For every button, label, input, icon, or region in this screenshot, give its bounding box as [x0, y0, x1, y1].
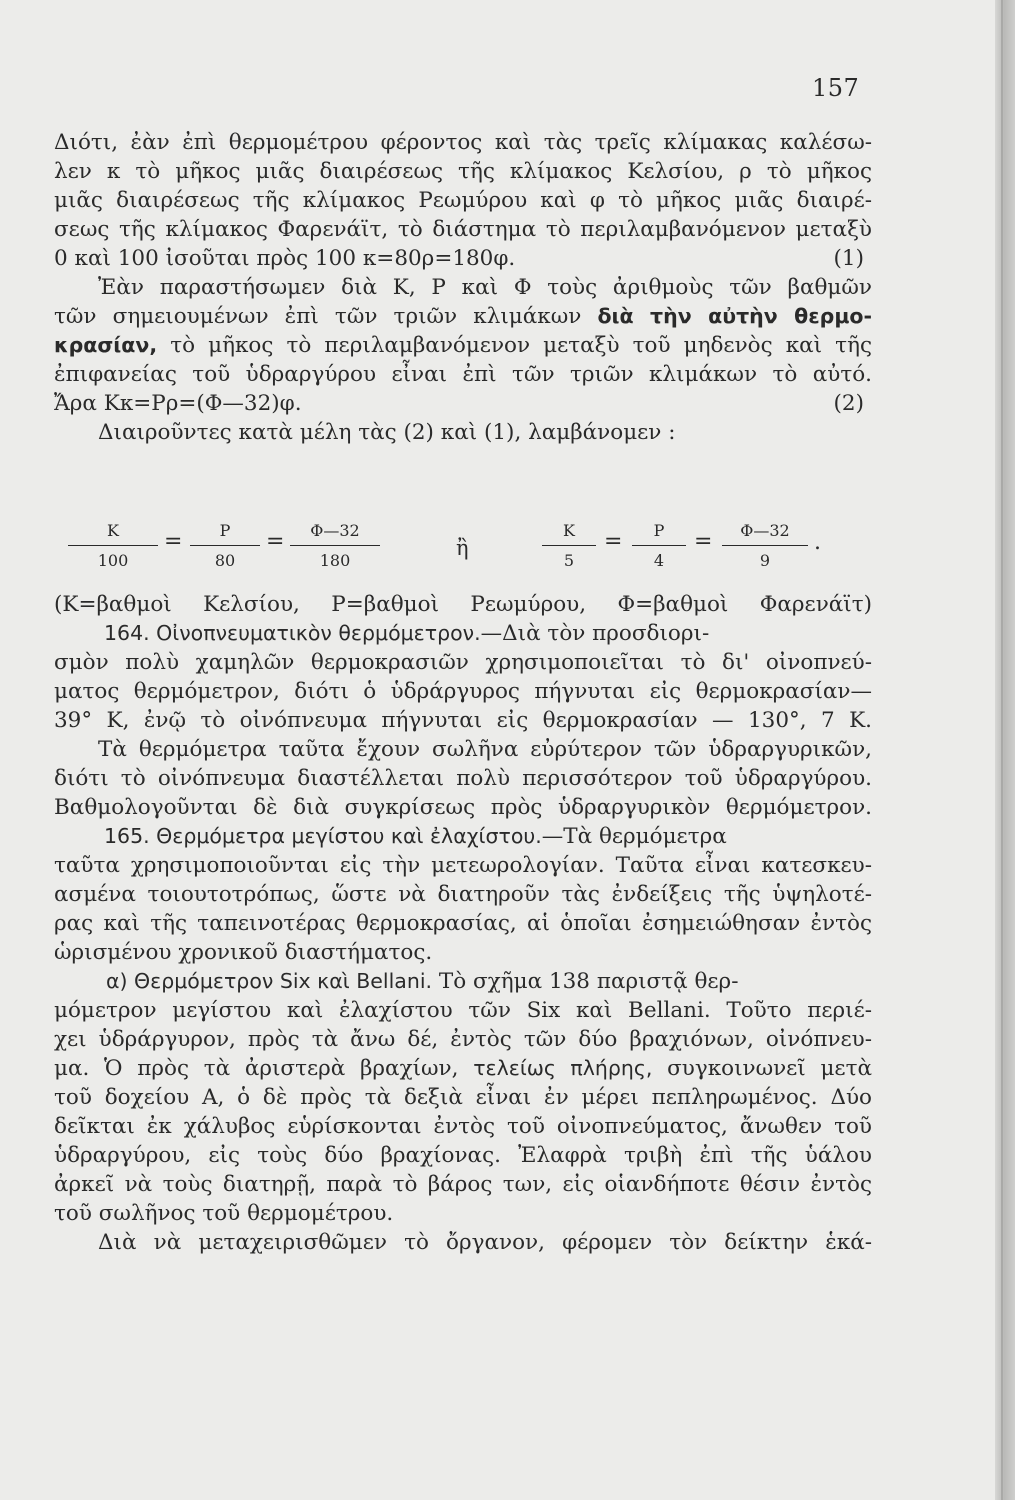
fraction-denominator: 180 [319, 551, 351, 570]
text-line: Βαθμολογοῦνται δὲ διὰ συγκρίσεως πρὸς ὑδραργυρικὸν θερμόμετρον. [54, 795, 872, 820]
text-line [54, 1054, 872, 1083]
text-line [54, 302, 872, 331]
text-line: Ἐὰν παραστήσωμεν διὰ Κ, Ρ καὶ Φ τοὺς ἀριθμοὺς τῶν βαθμῶν [98, 275, 872, 300]
text-line [54, 967, 872, 996]
text-span: μα. Ὁ πρὸς τὰ ἀριστερὰ βραχίων, [54, 1056, 459, 1081]
text-line: διότι τὸ οἰνόπνευμα διαστέλλεται πολὺ περισσότερον τοῦ ὑδραργύρου. [54, 766, 872, 791]
fraction [722, 516, 808, 575]
text-block-bottom [54, 590, 872, 1257]
text-span: —Διὰ τὸν προσδιορι- [480, 621, 710, 646]
text-line: μιᾶς διαιρέσεως τῆς κλίμακος Ρεωμύρου καὶ φ τὸ μῆκος μιᾶς διαιρέ- [54, 188, 872, 213]
text-line: ασμένα τοιουτοτρόπως, ὥστε νὰ διατηροῦν τὰς ἐνδείξεις τῆς ὑψηλοτέ- [54, 882, 872, 907]
fraction-equation [54, 516, 872, 578]
fraction [542, 516, 596, 575]
text-line: χει ὑδράργυρον, πρὸς τὰ ἄνω δέ, ἐντὸς τῶν δύο βραχιόνων, οἰνόπνευ- [54, 1027, 872, 1052]
section-heading: 165. Θερμόμετρα μεγίστου καὶ ἐλαχίστου. [104, 824, 542, 848]
fraction-denominator: 100 [97, 551, 129, 570]
text-line: Τὰ θερμόμετρα ταῦτα ἔχουν σωλῆνα εὐρύτερον τῶν ὑδραργυρικῶν, [98, 737, 872, 762]
fraction-numerator: Φ—32 [722, 516, 808, 546]
text-line: ὑδραργύρου, εἰς τοὺς δύο βραχίονας. Ἐλαφρὰ τριβὴ ἐπὶ τῆς ὑάλου [54, 1143, 872, 1168]
text-line: ὡρισμένου χρονικοῦ διαστήματος. [54, 940, 433, 965]
fraction-denominator: 4 [653, 551, 665, 570]
fraction [632, 516, 686, 575]
text-line: ταῦτα χρησιμοποιοῦνται εἰς τὴν μετεωρολογίαν. Ταῦτα εἶναι κατεσκευ- [54, 853, 872, 878]
text-span: τῶν σημειουμένων ἐπὶ τῶν τριῶν κλιμάκων [54, 304, 582, 329]
text-span: συγκοινωνεῖ μετὰ [667, 1056, 872, 1081]
fraction [190, 516, 260, 575]
page-edge [995, 0, 1015, 1500]
text-span: —Τὰ θερμόμετρα [541, 824, 727, 849]
text-line: 39° Κ, ἐνῷ τὸ οἰνόπνευμα πήγνυται εἰς θερμοκρασίαν — 130°, 7 Κ. [54, 708, 872, 733]
text-line: Διαιροῦντες κατὰ μέλη τὰς (2) καὶ (1), λαμβάνομεν : [98, 420, 676, 445]
text-line [54, 619, 872, 648]
text-line: ρας καὶ τῆς ταπεινοτέρας θερμοκρασίας, αἱ ὁποῖαι ἐσημειώθησαν ἐντὸς [54, 911, 872, 936]
equation-number: (1) [833, 246, 864, 271]
text-line: σμὸν πολὺ χαμηλῶν θερμοκρασιῶν χρησιμοποιεῖται τὸ δι' οἰνοπνεύ- [54, 650, 872, 675]
fraction-denominator: 5 [563, 551, 575, 570]
text-line: δεῖκται ἐκ χάλυβος εὑρίσκονται ἐντὸς τοῦ οἰνοπνεύματος, ἄνωθεν τοῦ [54, 1114, 872, 1139]
fraction-numerator: Κ [68, 516, 158, 546]
fraction [68, 516, 158, 575]
text-line: Διὰ νὰ μεταχειρισθῶμεν τὸ ὄργανον, φέρομεν τὸν δείκτην ἑκά- [98, 1230, 872, 1255]
or-word: ἢ [456, 536, 469, 560]
period: . [814, 530, 821, 555]
text-line: μόμετρον μεγίστου καὶ ἐλαχίστου τῶν Six καὶ Bellani. Τοῦτο περιέ- [54, 998, 872, 1023]
text-line [54, 331, 872, 360]
fraction-numerator: Κ [542, 516, 596, 546]
subsection-heading: α) Θερμόμετρον Six καὶ Bellani. [106, 969, 433, 993]
page-edge-line [1001, 0, 1003, 1500]
text-line: σεως τῆς κλίμακος Φαρενάϊτ, τὸ διάστημα τὸ περιλαμβανόμενον μεταξὺ [54, 217, 872, 242]
text-line: τοῦ δοχείου Α, ὁ δὲ πρὸς τὰ δεξιὰ εἶναι ἐν μέρει πεπληρωμένος. Δύο [54, 1085, 872, 1110]
text-line: τοῦ σωλῆνος τοῦ θερμομέτρου. [54, 1201, 394, 1226]
equals-sign: = [604, 529, 623, 554]
text-line: λεν κ τὸ μῆκος μιᾶς διαιρέσεως τῆς κλίμακος Κελσίου, ρ τὸ μῆκος [54, 159, 872, 184]
text-line [54, 822, 872, 851]
fraction-numerator: Φ—32 [290, 516, 380, 546]
fraction [290, 516, 380, 575]
fraction-denominator: 80 [214, 551, 236, 570]
page-number: 157 [812, 74, 860, 102]
emphasis-text: κρασίαν, [54, 333, 158, 357]
equation-line: 0 καὶ 100 ἰσοῦται πρὸς 100 κ=80ρ=180φ. [54, 246, 516, 271]
text-line: ἀρκεῖ νὰ τοὺς διατηρῇ, παρὰ τὸ βάρος των, εἰς οἱανδήποτε θέσιν ἐντὸς [54, 1172, 872, 1197]
equals-sign: = [694, 529, 713, 554]
equals-sign: = [266, 529, 285, 554]
fraction-numerator: Ρ [190, 516, 260, 546]
equals-sign: = [164, 529, 183, 554]
section-heading: 164. Οἰνοπνευματικὸν θερμόμετρον. [104, 621, 481, 645]
equation-line: Ἄρα Κκ=Ρρ=(Φ—32)φ. [54, 391, 302, 416]
text-line: ματος θερμόμετρον, διότι ὁ ὑδράργυρος πήγνυται εἰς θερμοκρασίαν— [54, 679, 872, 704]
legend-line: (Κ=βαθμοὶ Κελσίου, Ρ=βαθμοὶ Ρεωμύρου, Φ=βαθμοὶ Φαρενάϊτ) [54, 592, 872, 617]
fraction-numerator: Ρ [632, 516, 686, 546]
emphasis-text: διὰ τὴν αὐτὴν θερμο- [597, 304, 873, 328]
text-line [54, 389, 872, 418]
emphasis-text: τελείως πλήρης, [473, 1056, 653, 1080]
fraction-denominator: 9 [759, 551, 771, 570]
text-span: τὸ μῆκος τὸ περιλαμβανόμενον μεταξὺ τοῦ μηδενὸς καὶ τῆς [170, 333, 872, 358]
text-block-top [54, 128, 872, 447]
text-line [54, 244, 872, 273]
text-line: ἐπιφανείας τοῦ ὑδραργύρου εἶναι ἐπὶ τῶν τριῶν κλιμάκων τὸ αὐτό. [54, 362, 872, 387]
text-span: Τὸ σχῆμα 138 παριστᾷ θερ- [438, 969, 739, 994]
equation-number: (2) [833, 391, 864, 416]
text-line: Διότι, ἐὰν ἐπὶ θερμομέτρου φέροντος καὶ τὰς τρεῖς κλίμακας καλέσω- [54, 130, 872, 155]
